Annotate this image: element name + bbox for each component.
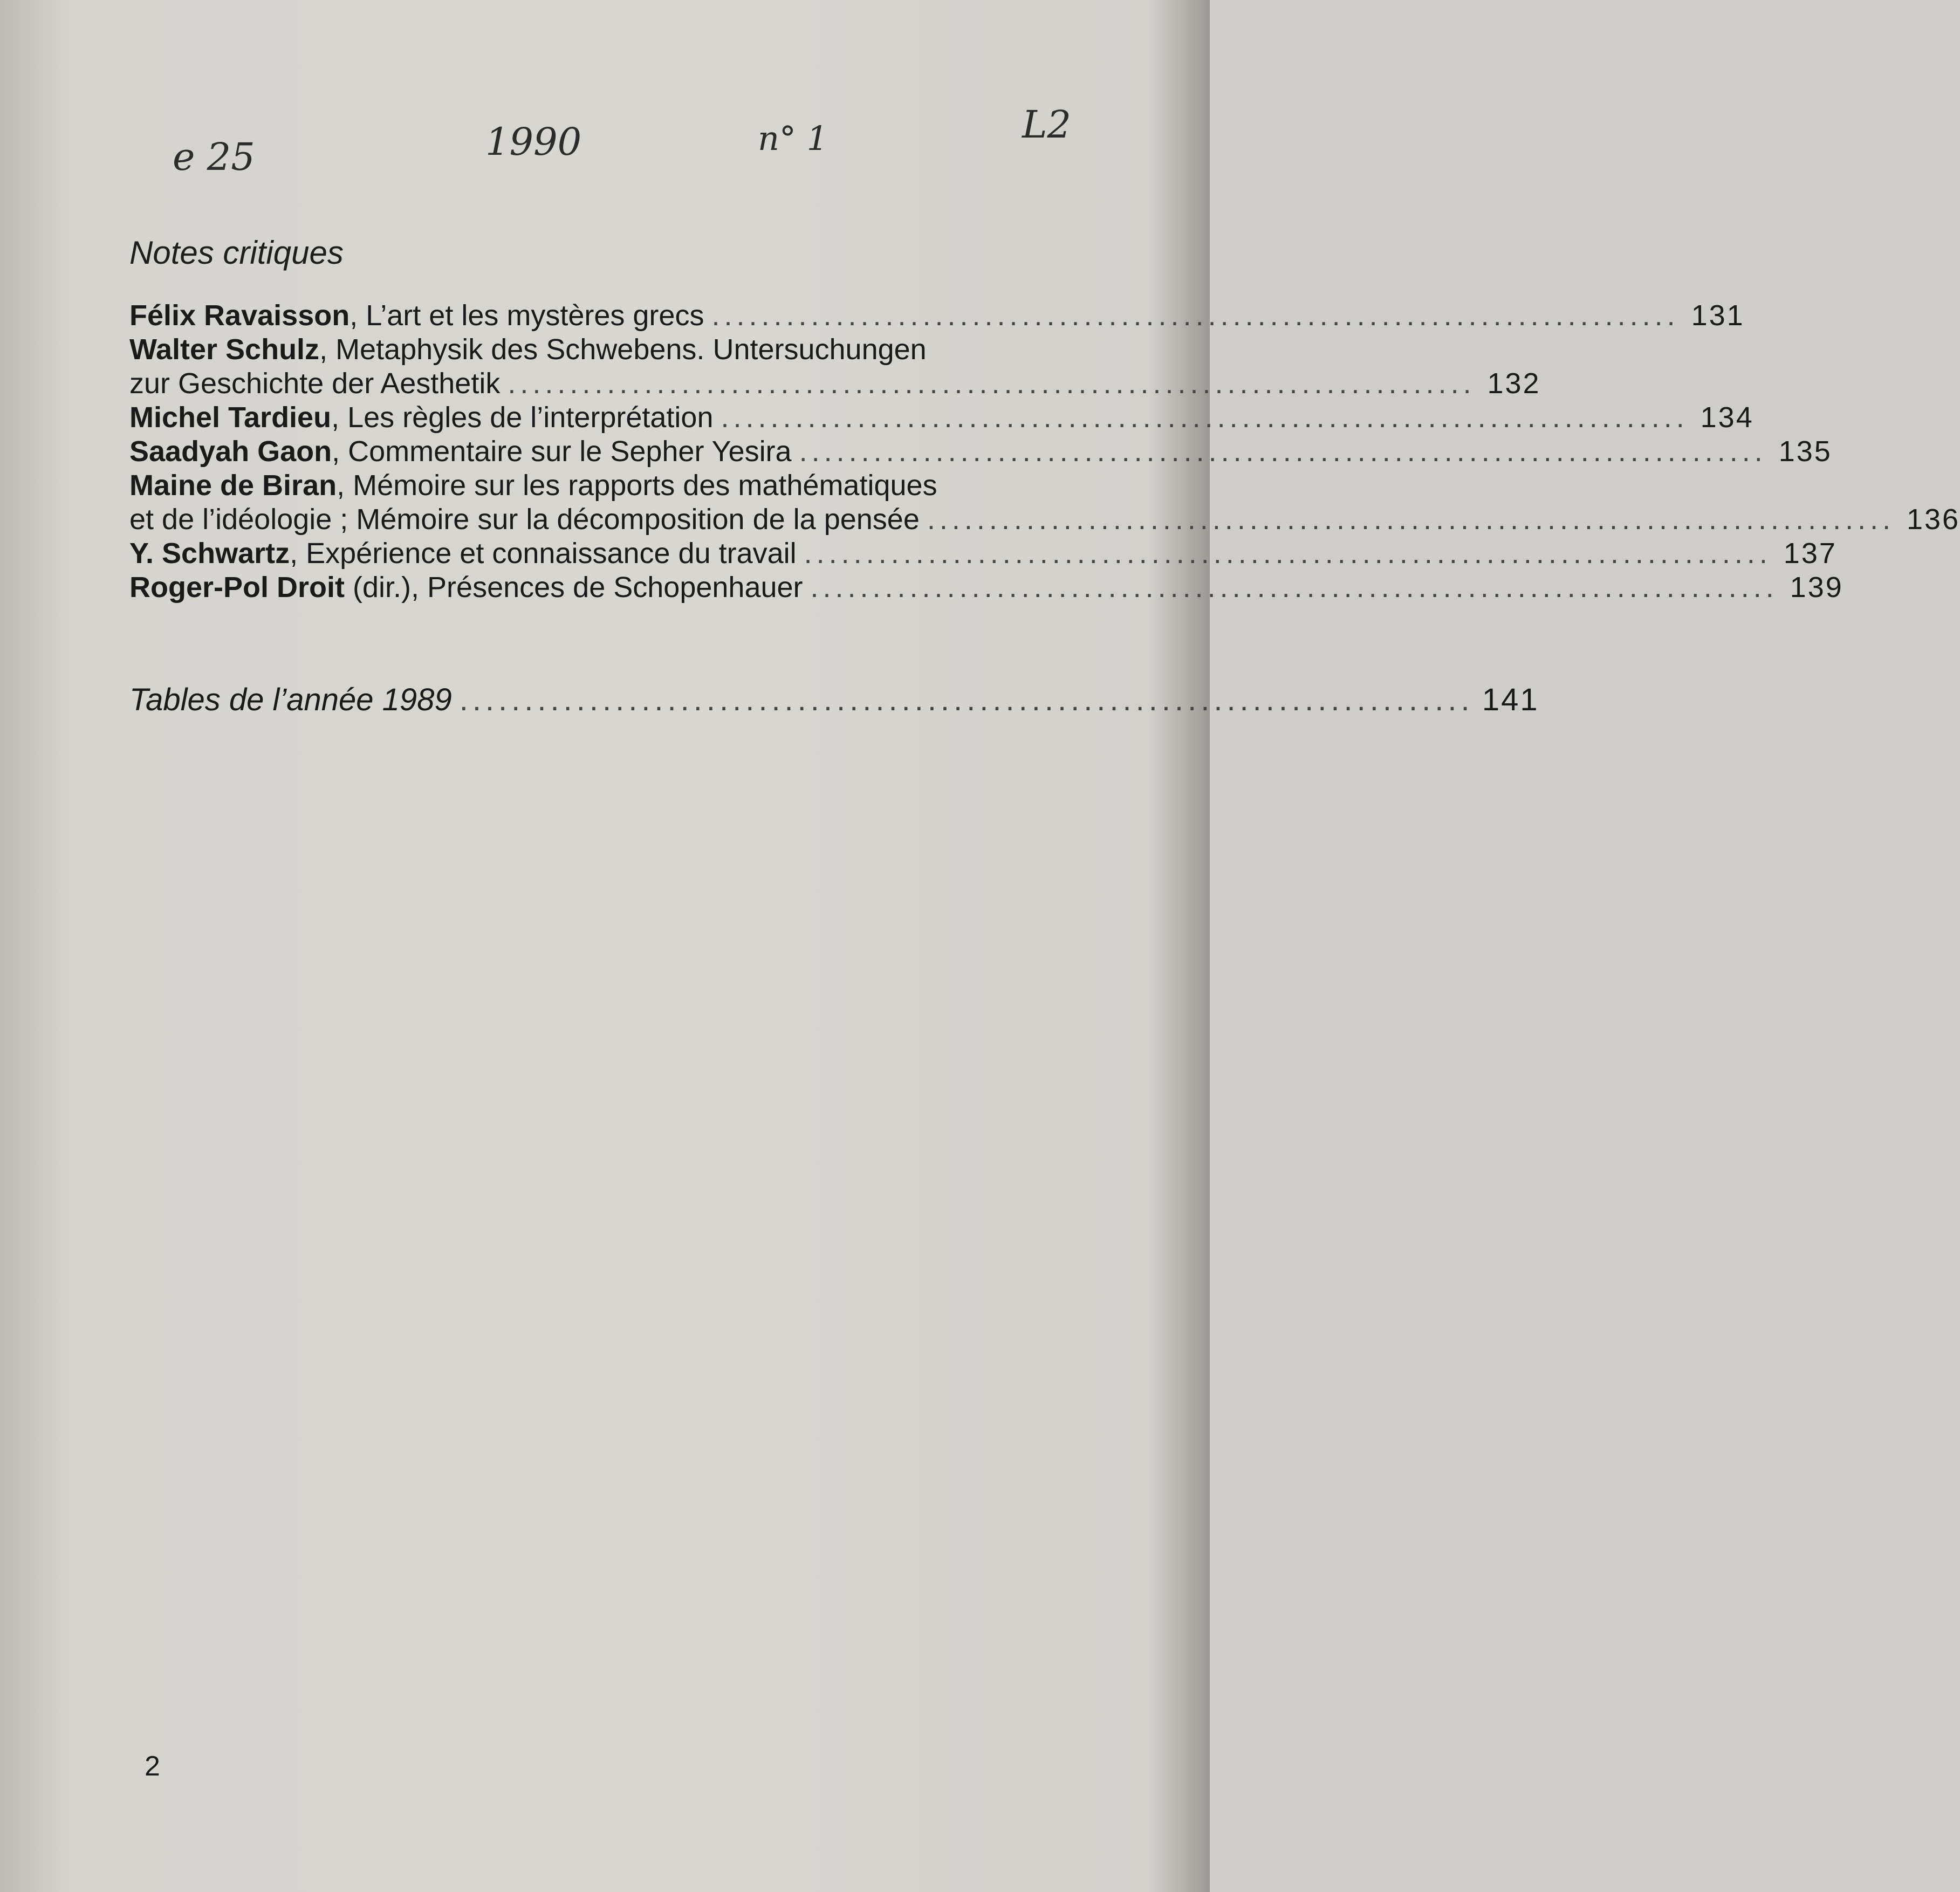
toc-entry: Saadyah Gaon, Commentaire sur le Sepher Yesira .............................................................................. 135 [129,435,1832,468]
toc-entry: Michel Tardieu, Les règles de l’interprétation .............................................................................. 134 [129,401,1754,434]
entry-title: Mémoire sur les rapports des mathématiques [353,469,937,502]
dot-leader: .............................................................................. [508,367,1476,400]
entry-title-continued: et de l’idéologie ; Mémoire sur la décomposition de la pensée [129,503,920,536]
dot-leader: .............................................................................. [721,401,1689,434]
entry-title: Les règles de l’interprétation [347,401,714,434]
entry-author: Roger-Pol Droit [129,571,345,604]
dot-leader: .............................................................................. [927,503,1895,536]
entry-title: Metaphysik des Schwebens. Untersuchungen [335,333,927,366]
tables-entry [129,682,1539,718]
dot-leader: .............................................................................. [810,571,1778,604]
entry-author: Félix Ravaisson [129,299,350,332]
page-number: 2 [145,1751,160,1782]
toc-entry: Félix Ravaisson, L’art et les mystères grecs .............................................................................. 131 [129,299,1745,332]
tables-page: 141 [1482,682,1539,717]
toc-entry: Y. Schwartz, Expérience et connaissance du travail .............................................................................. 137 [129,537,1837,570]
entry-page: 134 [1700,401,1754,434]
entry-page: 136 [1906,503,1960,536]
toc-entry: Roger-Pol Droit (dir.), Présences de Schopenhauer .............................................................................. 139 [129,571,1844,604]
dot-leader: .............................................................................. [459,682,1474,717]
entry-author: Maine de Biran [129,469,337,502]
entry-author: Y. Schwartz [129,537,290,570]
entry-title: L’art et les mystères grecs [366,299,704,332]
entry-author: Michel Tardieu [129,401,332,434]
dot-leader: .............................................................................. [711,299,1680,332]
handwritten-shelf-mark: L2 [1022,102,1072,147]
entry-author: Saadyah Gaon [129,435,332,468]
entry-page: 132 [1487,367,1541,400]
dot-leader: .............................................................................. [804,537,1772,570]
entry-author-suffix: (dir.) [345,571,412,604]
entry-title-continued: zur Geschichte der Aesthetik [129,367,501,400]
entry-page: 137 [1783,537,1837,570]
entry-page: 131 [1691,299,1745,332]
toc-entry: Walter Schulz, Metaphysik des Schwebens. Untersuchungen zur Geschichte der Aesthetik .............................................................................. 132 [129,333,1541,400]
entry-author: Walter Schulz [129,333,320,366]
toc-entry: Maine de Biran, Mémoire sur les rapports des mathématiques et de l’idéologie ; Mémoire sur la décomposition de la pensée .............................................................................. 136 [129,469,1960,536]
section-title: Notes critiques [129,235,344,271]
handwritten-issue: n° 1 [758,119,828,158]
entry-page: 139 [1790,571,1844,604]
entry-title: Commentaire sur le Sepher Yesira [348,435,792,468]
dot-leader: .............................................................................. [799,435,1767,468]
handwritten-year: 1990 [485,120,582,164]
entry-title: Présences de Schopenhauer [427,571,803,604]
entry-page: 135 [1778,435,1832,468]
tables-label: Tables de l’année 1989 [129,682,452,717]
toc-list [129,299,1960,605]
handwritten-code: e 25 [173,135,255,179]
entry-title: Expérience et connaissance du travail [306,537,797,570]
